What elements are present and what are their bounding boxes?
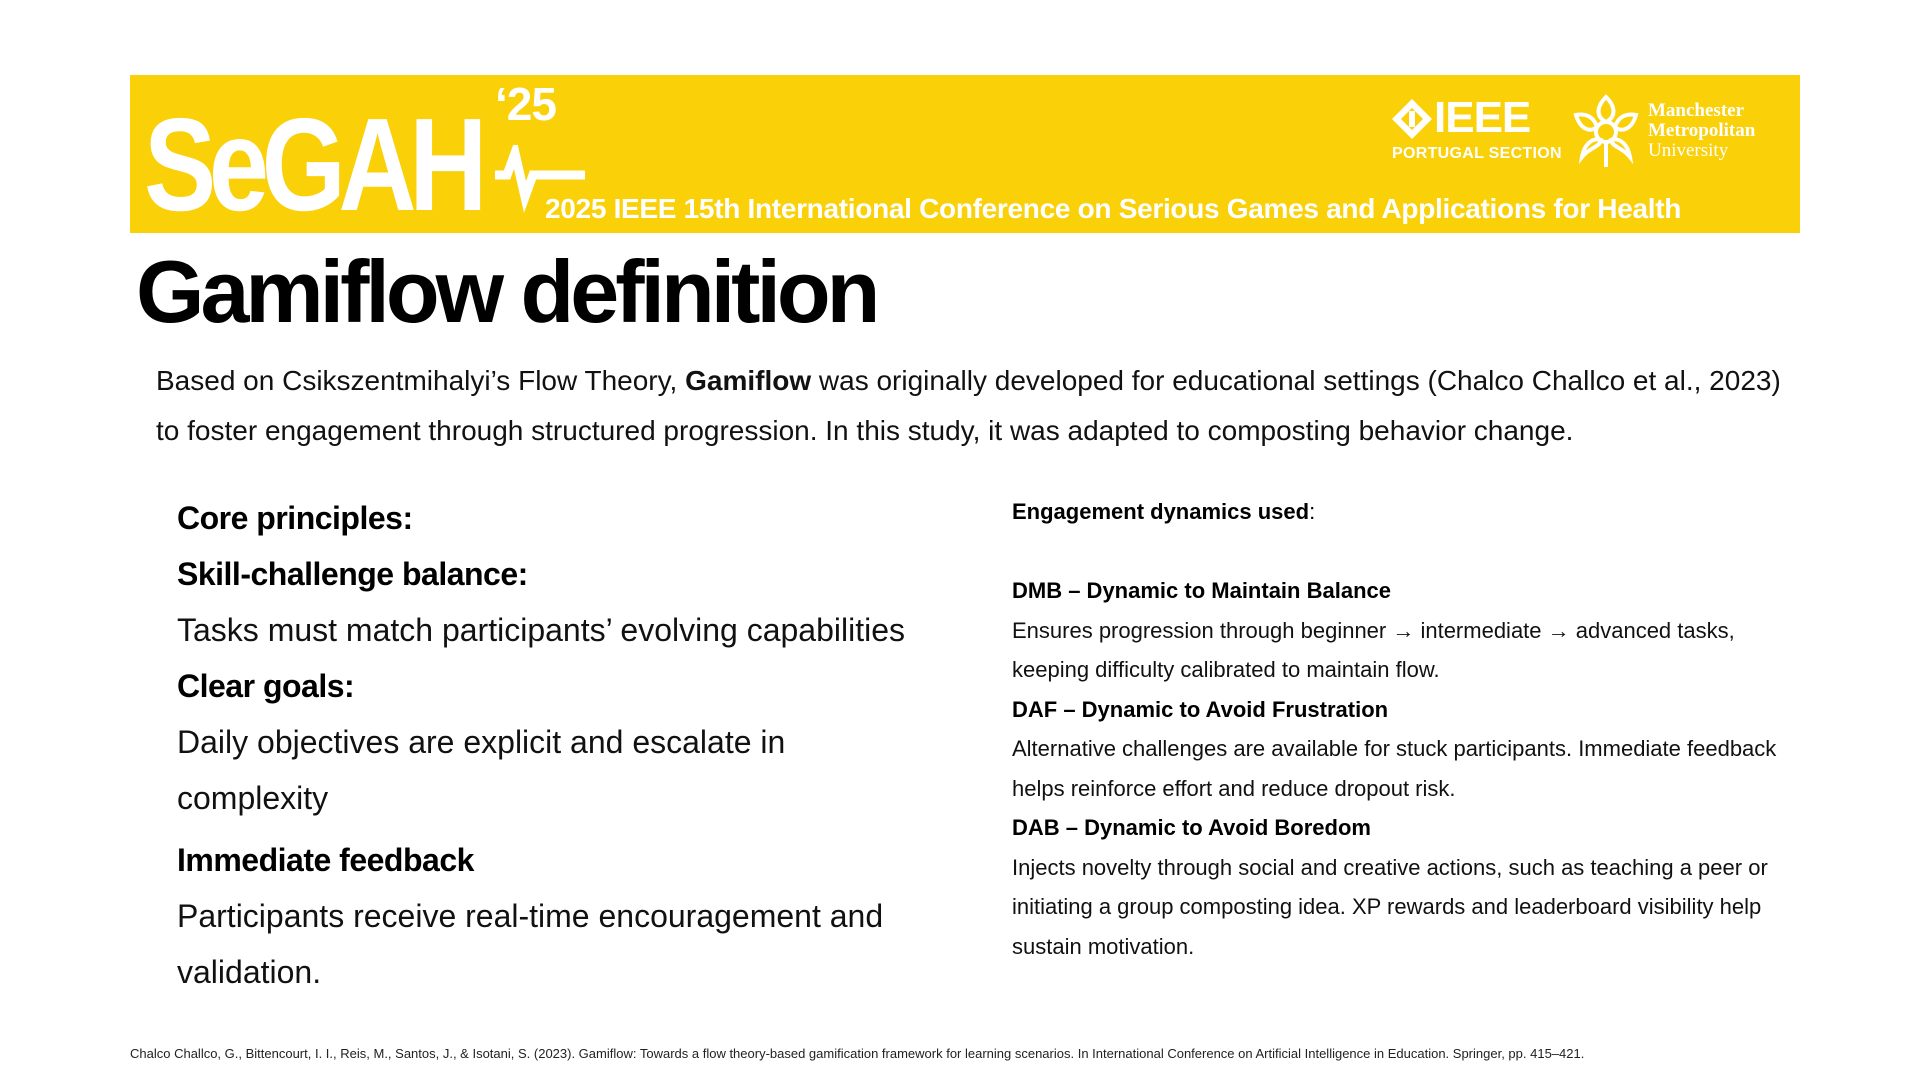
conference-title: 2025 IEEE 15th International Conference on Serious Games and Applications for Health [545,193,1682,224]
principle-title: Skill-challenge balance: [177,556,528,592]
mmu-line-2: Metropolitan [1648,120,1756,141]
principle-text: Participants receive real-time encouragement and validation. [177,898,884,990]
mmu-logo [1570,93,1795,173]
dynamics-heading [1012,492,1812,532]
intro-text-2: was originally developed for educational settings (Chalco Challco et al., 2023) to foster engagement through structured progression. In this study, it was adapted to composting behavior change. [156,365,1781,446]
engagement-dynamics-column [1012,492,1812,966]
intro-text-1: Based on Csikszentmihalyi’s Flow Theory, [156,365,686,396]
principle-title: Clear goals: [177,668,355,704]
logo-year: ‘25 [495,78,556,130]
conference-banner [130,75,1800,233]
mmu-line-1: Manchester [1648,100,1745,121]
dynamic-title: DAB – Dynamic to Avoid Boredom [1012,815,1371,840]
dynamic-title: DAF – Dynamic to Avoid Frustration [1012,696,1389,722]
mmu-line-3: University [1648,140,1729,161]
principle-title: Immediate feedback [177,842,474,878]
core-principles-heading: Core principles: [177,500,413,536]
mmu-wordmark [1648,101,1755,161]
ieee-section: PORTUGAL SECTION [1392,145,1562,162]
intro-paragraph [156,356,1806,456]
dynamics-heading-text: Engagement dynamics used [1012,499,1310,524]
dynamic-text: Alternative challenges are available for stuck participants. Immediate feedback helps reinforce effort and reduce dropout risk. [1012,736,1777,801]
principle-text: Tasks must match participants’ evolving capabilities [177,612,906,648]
citation-footnote: Chalco Challco, G., Bittencourt, I. I., Reis, M., Santos, J., & Isotani, S. (2023). Gamiflow: Towards a flow theory-based gamification framework for learning scenarios. In International Conference on Artificial Intelligence in Education. Springer, pp. 415–421. [130,1046,1585,1061]
segah-logo: SeGAH [144,91,481,233]
page-title: Gamiflow definition [136,242,877,341]
dynamics-heading-colon: : [1309,499,1316,524]
mmu-bee-emblem-icon [1570,93,1642,171]
ieee-logo [1392,93,1562,163]
principle-text: Daily objectives are explicit and escalate in complexity [177,724,786,816]
ieee-diamond-icon [1392,99,1432,139]
dynamic-title: DMB – Dynamic to Maintain Balance [1012,578,1391,603]
dynamic-text: Ensures progression through beginner → intermediate → advanced tasks, keeping difficulty calibrated to maintain flow. [1012,617,1735,682]
core-principles-column [177,490,957,1000]
ieee-wordmark: IEEE [1434,93,1531,142]
dynamic-text: Injects novelty through social and creative actions, such as teaching a peer or initiating a group composting idea. XP rewards and leaderboard visibility help sustain motivation. [1012,854,1768,959]
intro-gamiflow-bold: Gamiflow [685,365,812,396]
